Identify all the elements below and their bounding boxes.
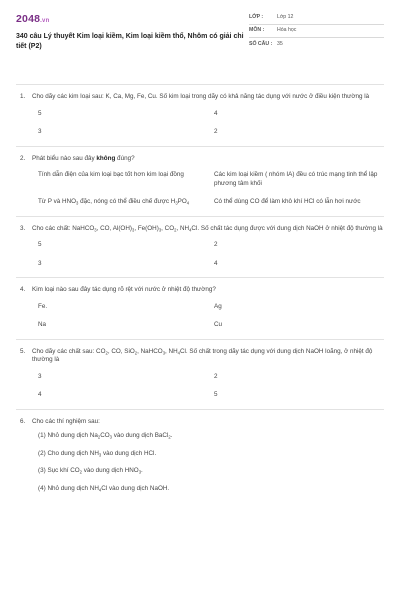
meta-label: SỐ CÂU : xyxy=(249,40,273,47)
answer-option[interactable]: 5 xyxy=(214,391,218,398)
question-text: Cho các thí nghiệm sau: xyxy=(32,417,100,425)
question-text: Kim loại nào sau đây tác dụng rõ rệt với nước ở nhiệt độ thường? xyxy=(32,286,216,293)
meta-label: MÔN : xyxy=(249,27,265,34)
answer-options xyxy=(38,171,384,207)
answer-option[interactable]: Tính dẫn điện của kim loại bạc tốt hơn kim loại đồng xyxy=(38,171,184,178)
question-number: 4. xyxy=(20,286,26,293)
question-list xyxy=(16,93,384,493)
question-number: 2. xyxy=(20,154,26,162)
header-left xyxy=(16,12,246,70)
question-item xyxy=(16,348,384,410)
question-head xyxy=(16,286,384,295)
header-divider xyxy=(16,84,384,85)
document-title: 340 câu Lý thuyết Kim loại kiềm, Kim loại kiềm thổ, Nhôm có giải chi tiết (P2) xyxy=(16,33,244,50)
question-text: Phát biểu nào sau đây không đúng? xyxy=(32,154,135,162)
answer-option[interactable]: Các kim loại kiềm ( nhóm IA) đều có trúc mạng tinh thể lập phương tâm khối xyxy=(214,171,378,187)
meta-value: Lớp 12 xyxy=(277,14,294,21)
meta-row-class xyxy=(249,12,384,25)
meta-row-subject xyxy=(249,25,384,38)
question-text: Cho dãy các kim loại sau: K, Ca, Mg, Fe, Cu. Số kim loại trong dãy có khả năng tác dụng với nước ở điều kiện thường là xyxy=(32,93,370,100)
question-head xyxy=(16,93,384,102)
question-number: 6. xyxy=(20,417,26,425)
answer-option[interactable]: Ag xyxy=(214,302,222,310)
question-head xyxy=(16,225,384,234)
question-text: Cho dãy các chất sau: $CO_2$, CO, SiO$_2$, NaHCO$_3$, $NH_4Cl$. Số chất trong dãy tác dụng với dung dịch NaOH loãng, ở nhiệt độ thường là xyxy=(32,347,373,363)
answer-option[interactable]: Cu xyxy=(214,321,223,328)
answer-options xyxy=(38,241,384,268)
question-head xyxy=(16,155,384,164)
meta-value: Hóa học xyxy=(277,27,297,34)
meta-label: LỚP : xyxy=(249,14,264,21)
answer-option[interactable]: 3 xyxy=(38,259,42,267)
answer-option[interactable]: Na xyxy=(38,321,47,328)
answer-option[interactable]: 2 xyxy=(214,128,218,135)
answer-option[interactable]: 2 xyxy=(214,372,218,380)
question-divider xyxy=(16,409,384,410)
question-number: 5. xyxy=(20,347,26,355)
question-item xyxy=(16,93,384,147)
answer-option[interactable]: Từ P và $HNO_3$ đặc, nóng có thể điều chế được $H_3PO_4$ xyxy=(38,198,190,206)
logo-text: 2048 xyxy=(16,13,41,25)
document-meta xyxy=(249,12,384,70)
question-number: 3. xyxy=(20,224,26,232)
answer-options xyxy=(38,373,384,400)
question-divider xyxy=(16,146,384,147)
experiment-item: (4) Nhỏ dung dịch $NH_4Cl$ vào dung dịch NaOH. xyxy=(38,484,170,492)
meta-value: 35 xyxy=(277,40,283,47)
answer-options xyxy=(38,110,384,137)
question-divider xyxy=(16,216,384,217)
answer-options xyxy=(38,303,384,330)
meta-row-count xyxy=(249,38,384,51)
answer-option[interactable]: 4 xyxy=(214,109,218,117)
experiment-item: (1) Nhỏ dung dịch $Na_2CO_3$ vào dung dịch BaCl$_2$. xyxy=(38,432,173,440)
answer-option[interactable]: 5 xyxy=(38,109,42,117)
question-item xyxy=(16,286,384,340)
experiment-item: (2) Cho dung dịch $NH_3$ vào dung dịch HCl. xyxy=(38,449,157,457)
answer-option[interactable]: 5 xyxy=(38,241,42,248)
question-divider xyxy=(16,277,384,278)
experiment-item: (3) Sục khí $CO_2$ vào dung dịch $HNO_3$. xyxy=(38,467,143,475)
answer-option[interactable]: 4 xyxy=(38,391,42,398)
experiment-list xyxy=(38,432,384,493)
answer-option[interactable]: Fe. xyxy=(38,302,48,310)
question-head xyxy=(16,348,384,365)
site-logo[interactable] xyxy=(16,12,246,26)
question-head xyxy=(16,418,384,427)
answer-option[interactable]: 3 xyxy=(38,372,42,380)
question-item xyxy=(16,155,384,217)
answer-option[interactable]: Có thể dùng CO để làm khô khí HCl có lẫn hơi nước xyxy=(214,198,361,205)
logo-suffix: .vn xyxy=(40,18,50,24)
answer-option[interactable]: 2 xyxy=(214,241,218,248)
question-divider xyxy=(16,339,384,340)
question-text: Cho các chất: NaHCO$_3$, CO, $Al(OH)_3$, $Fe(OH)_3$, $CO_2$, $NH_4Cl$. Số chất tác dụng được với dung dịch NaOH ở nhiệt độ thường là xyxy=(32,224,383,232)
question-number: 1. xyxy=(20,93,26,100)
question-item xyxy=(16,225,384,279)
answer-option[interactable]: 3 xyxy=(38,128,42,135)
question-item xyxy=(16,418,384,494)
document-header xyxy=(16,12,384,70)
answer-option[interactable]: 4 xyxy=(214,259,218,267)
